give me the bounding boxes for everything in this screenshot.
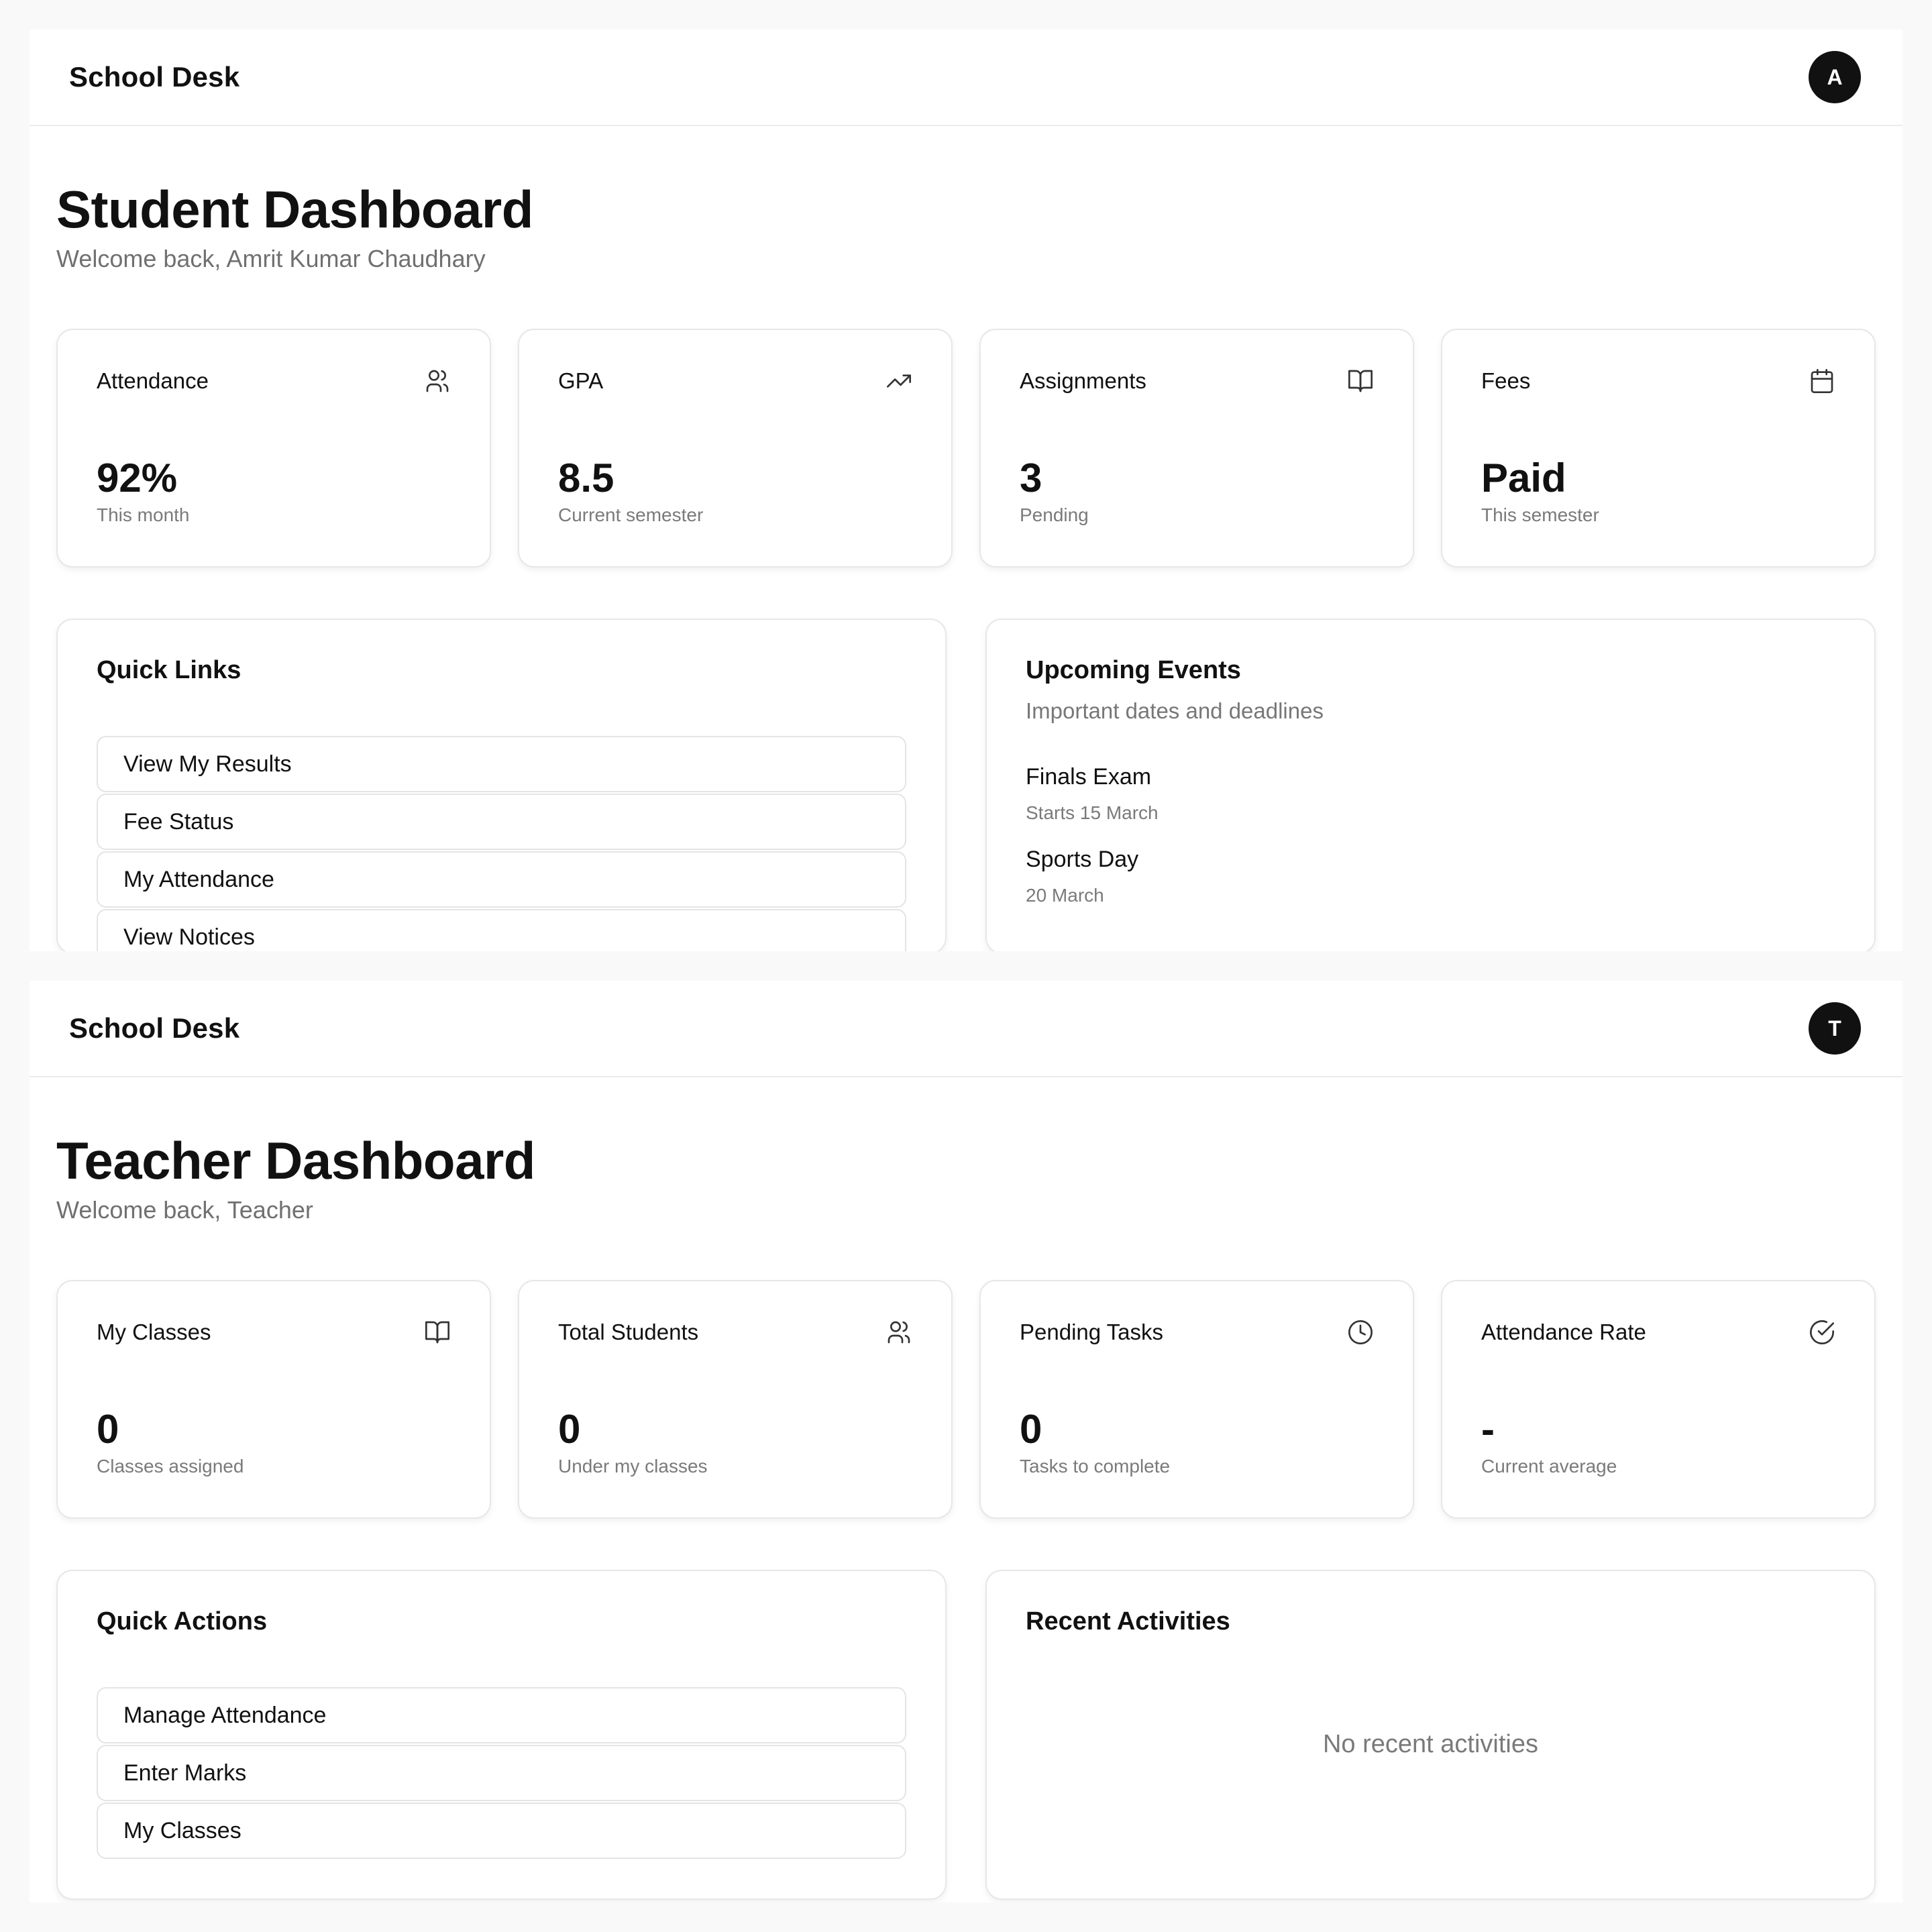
users-icon	[885, 1319, 912, 1346]
clock-icon	[1347, 1319, 1374, 1346]
stat-label: Attendance Rate	[1481, 1320, 1646, 1344]
event-date: 20 March	[1026, 885, 1104, 906]
stat-card-my-classes	[56, 1280, 491, 1519]
stats-row	[56, 329, 1876, 568]
stat-value: Paid	[1481, 455, 1566, 500]
stat-value: 0	[97, 1407, 119, 1452]
stat-card-pending-tasks	[979, 1280, 1414, 1519]
quick-actions-list	[97, 1687, 906, 1860]
brand-title[interactable]: School Desk	[69, 61, 240, 93]
stat-card-assignments	[979, 329, 1414, 568]
teacher-dashboard-frame	[30, 981, 1902, 1902]
avatar[interactable]: T	[1809, 1002, 1861, 1055]
stat-subtext: This month	[97, 504, 190, 525]
quick-links-panel	[56, 619, 947, 951]
event-name: Sports Day	[1026, 847, 1139, 872]
event-name: Finals Exam	[1026, 764, 1152, 790]
recent-activities-panel	[985, 1570, 1876, 1900]
calendar-icon	[1809, 368, 1835, 394]
top-bar	[30, 981, 1902, 1077]
stat-subtext: Under my classes	[558, 1456, 708, 1477]
panel-title: Quick Links	[97, 656, 241, 684]
stat-label: My Classes	[97, 1320, 211, 1344]
stat-card-attendance-rate	[1441, 1280, 1876, 1519]
stat-card-fees	[1441, 329, 1876, 568]
upcoming-events-panel	[985, 619, 1876, 951]
quick-link-view-notices[interactable]: View Notices	[97, 909, 906, 951]
quick-links-list	[97, 736, 906, 951]
stat-value: 0	[558, 1407, 581, 1452]
quick-link-my-attendance[interactable]: My Attendance	[97, 851, 906, 908]
stat-value: 92%	[97, 455, 178, 500]
panel-title: Quick Actions	[97, 1607, 268, 1635]
book-icon	[424, 1319, 451, 1346]
page-title: Teacher Dashboard	[56, 1131, 535, 1190]
quick-actions-panel	[56, 1570, 947, 1900]
stat-label: Attendance	[97, 368, 209, 393]
stat-subtext: Tasks to complete	[1020, 1456, 1171, 1477]
main-content	[30, 1130, 1902, 1900]
stat-subtext: Current average	[1481, 1456, 1617, 1477]
stat-value: -	[1481, 1407, 1495, 1452]
stat-label: Pending Tasks	[1020, 1320, 1164, 1344]
page-title: Student Dashboard	[56, 180, 533, 239]
stat-subtext: This semester	[1481, 504, 1599, 525]
stat-subtext: Pending	[1020, 504, 1089, 525]
quick-action-my-classes[interactable]: My Classes	[97, 1803, 906, 1859]
trending-up-icon	[885, 368, 912, 394]
users-icon	[424, 368, 451, 394]
event-date: Starts 15 March	[1026, 802, 1159, 823]
panel-title: Upcoming Events	[1026, 656, 1241, 684]
quick-action-enter-marks[interactable]: Enter Marks	[97, 1745, 906, 1801]
stats-row	[56, 1280, 1876, 1519]
event-item	[1026, 764, 1835, 824]
stat-label: Fees	[1481, 368, 1531, 393]
panel-title: Recent Activities	[1026, 1607, 1230, 1635]
stat-subtext: Current semester	[558, 504, 704, 525]
panels-row	[56, 619, 1876, 951]
stat-label: Total Students	[558, 1320, 699, 1344]
quick-link-fee-status[interactable]: Fee Status	[97, 794, 906, 850]
welcome-text: Welcome back, Amrit Kumar Chaudhary	[56, 245, 486, 272]
brand-title[interactable]: School Desk	[69, 1012, 240, 1044]
quick-link-view-my-results[interactable]: View My Results	[97, 736, 906, 792]
stat-subtext: Classes assigned	[97, 1456, 244, 1477]
check-circle-icon	[1809, 1319, 1835, 1346]
stat-label: GPA	[558, 368, 604, 393]
stat-value: 8.5	[558, 455, 614, 500]
student-dashboard-frame	[30, 30, 1902, 951]
top-bar	[30, 30, 1902, 126]
event-item	[1026, 847, 1835, 906]
stat-label: Assignments	[1020, 368, 1146, 393]
book-icon	[1347, 368, 1374, 394]
stat-value: 0	[1020, 1407, 1042, 1452]
stat-card-attendance	[56, 329, 491, 568]
stat-value: 3	[1020, 455, 1042, 500]
stat-card-total-students	[518, 1280, 953, 1519]
stat-card-gpa	[518, 329, 953, 568]
panels-row	[56, 1570, 1876, 1900]
avatar[interactable]: A	[1809, 51, 1861, 103]
welcome-text: Welcome back, Teacher	[56, 1196, 313, 1224]
main-content	[30, 178, 1902, 951]
empty-state-text: No recent activities	[1322, 1730, 1538, 1758]
quick-action-manage-attendance[interactable]: Manage Attendance	[97, 1687, 906, 1743]
panel-subtitle: Important dates and deadlines	[1026, 698, 1324, 723]
events-list	[1026, 764, 1835, 906]
